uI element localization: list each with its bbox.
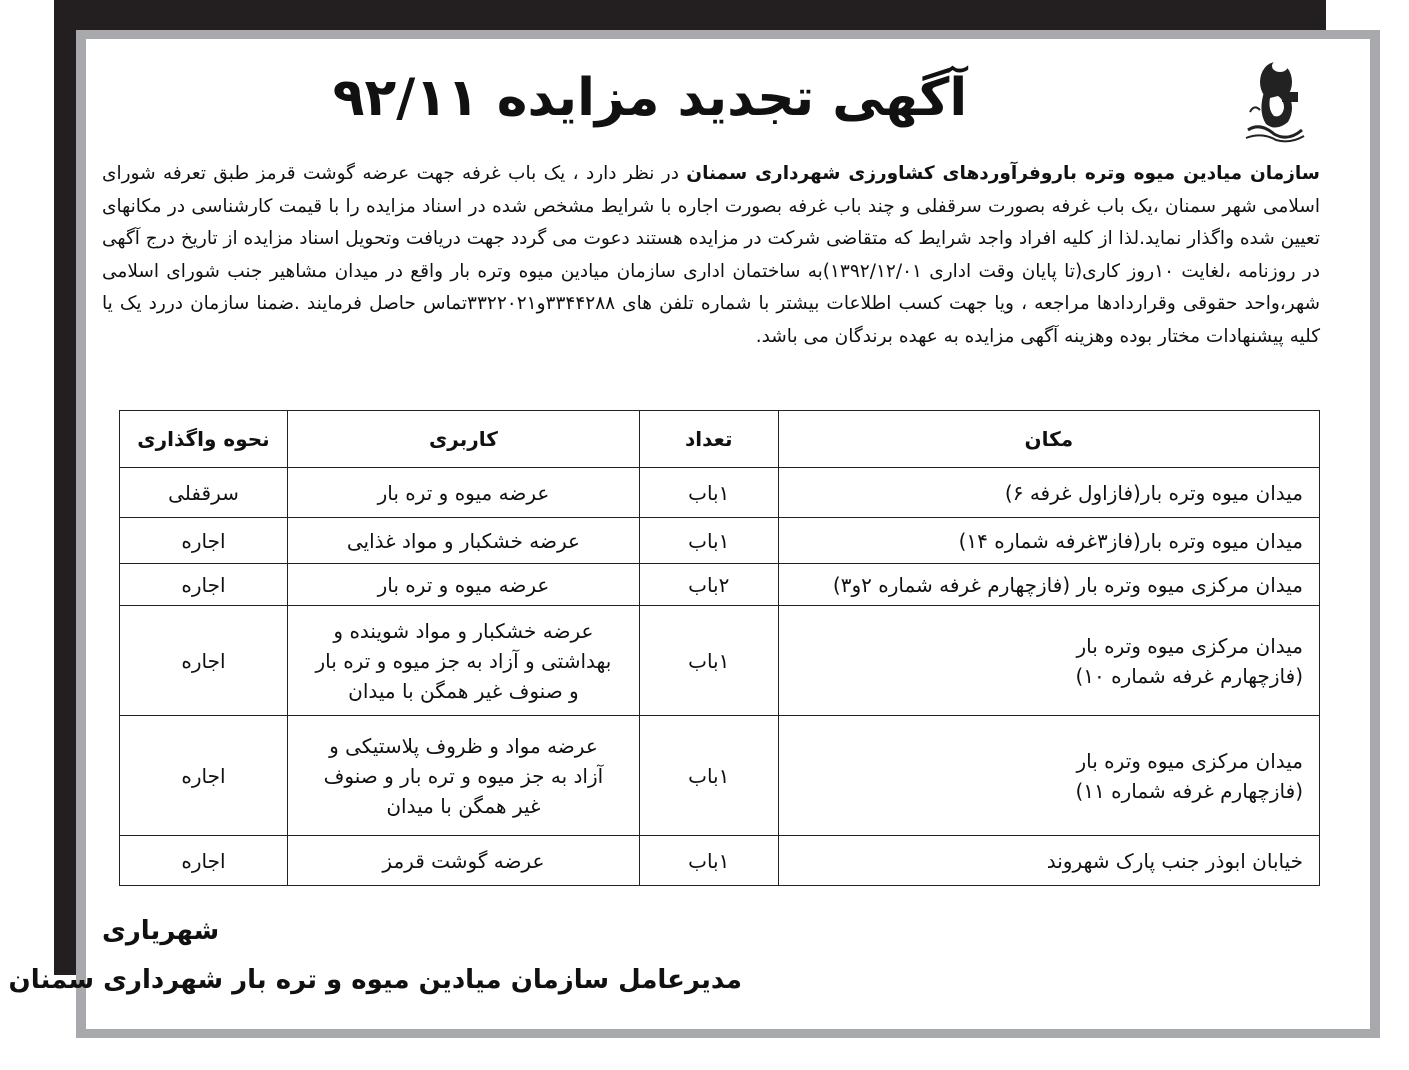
header-count: تعداد	[639, 411, 778, 468]
cell-count: ۱باب	[639, 716, 778, 836]
cell-location: خیابان ابوذر جنب پارک شهروند	[778, 836, 1319, 886]
signatory-name: شهریاری	[102, 916, 220, 946]
intro-body: در نظر دارد ، یک باب غرفه جهت عرضه گوشت قرمز طبق تعرفه شورای اسلامی شهر سمنان ،یک باب غرفه بصورت سرقفلی و چند باب غرفه بصورت اجاره با شرایط مشخص شده در اسناد مزایده را با قیمت کارشناسی در مکانهای تعیین شده واگذار نماید.لذا از کلیه افراد واجد شرایط که متقاضی شرکت در مزایده هستند دعوت می گردد جهت دریافت وتحویل اسناد مزایده از تاریخ درج آگهی در روزنامه ،لغایت ۱۰روز کاری(تا پایان وقت اداری ۱۳۹۲/۱۲/۰۱)به ساختمان اداری سازمان میادین میوه وتره بار واقع در میدان مشاهیر جنب شورای اسلامی شهر،واحد حقوقی وقراردادها مراجعه ، ویا جهت کسب اطلاعات بیشتر با شماره تلفن های ۳۳۴۴۲۸۸و۳۳۲۲۰۲۱تماس حاصل فرمایند .ضمنا سازمان دررد یک یا کلیه پیشنهادات مختار بوده وهزینه آگهی مزایده به عهده برندگان می باشد.	[102, 163, 1321, 347]
signatory-title: مدیرعامل سازمان میادین میوه و تره بار شهرداری سمنان	[8, 965, 742, 995]
cell-transfer: اجاره	[120, 564, 288, 606]
cell-usage: عرضه میوه و تره بار	[287, 564, 639, 606]
notice-title: آگهی تجدید مزایده ۹۲/۱۱	[332, 68, 968, 128]
cell-transfer: اجاره	[120, 518, 288, 564]
cell-usage: عرضه خشکبار و مواد غذایی	[287, 518, 639, 564]
cell-count: ۱باب	[639, 836, 778, 886]
table-row	[120, 564, 1320, 606]
table-row	[120, 468, 1320, 518]
cell-transfer: اجاره	[120, 836, 288, 886]
cell-count: ۱باب	[639, 518, 778, 564]
table-header-row	[120, 411, 1320, 468]
cell-transfer: سرقفلی	[120, 468, 288, 518]
cell-transfer: اجاره	[120, 716, 288, 836]
organization-logo-icon	[1240, 52, 1310, 144]
cell-count: ۱باب	[639, 468, 778, 518]
cell-location: میدان مرکزی میوه وتره بار (فازچهارم غرفه شماره ۲و۳)	[778, 564, 1319, 606]
cell-location: میدان مرکزی میوه وتره بار (فازچهارم غرفه شماره ۱۰)	[778, 606, 1319, 716]
cell-usage: عرضه گوشت قرمز	[287, 836, 639, 886]
cell-count: ۱باب	[639, 606, 778, 716]
intro-bold-lead: سازمان میادین میوه وتره باروفرآوردهای کشاورزی شهرداری سمنان	[686, 163, 1320, 184]
cell-count: ۲باب	[639, 564, 778, 606]
table-row	[120, 716, 1320, 836]
cell-usage: عرضه خشکبار و مواد شوینده و بهداشتی و آزاد به جز میوه و تره بار و صنوف غیر همگن با میدان	[287, 606, 639, 716]
auction-items-table	[119, 410, 1320, 886]
cell-usage: عرضه مواد و ظروف پلاستیکی و آزاد به جز میوه و تره بار و صنوف غیر همگن با میدان	[287, 716, 639, 836]
cell-location: میدان مرکزی میوه وتره بار (فازچهارم غرفه شماره ۱۱)	[778, 716, 1319, 836]
header-transfer: نحوه واگذاری	[120, 411, 288, 468]
cell-usage: عرضه میوه و تره بار	[287, 468, 639, 518]
header-usage: کاربری	[287, 411, 639, 468]
intro-paragraph	[102, 158, 1320, 354]
table-row	[120, 518, 1320, 564]
top-dark-border	[54, 0, 1326, 30]
cell-location: میدان میوه وتره بار(فاز۳غرفه شماره ۱۴)	[778, 518, 1319, 564]
table-row	[120, 836, 1320, 886]
cell-transfer: اجاره	[120, 606, 288, 716]
header-location: مکان	[778, 411, 1319, 468]
left-dark-border	[54, 0, 76, 975]
cell-location: میدان میوه وتره بار(فازاول غرفه ۶)	[778, 468, 1319, 518]
table-row	[120, 606, 1320, 716]
